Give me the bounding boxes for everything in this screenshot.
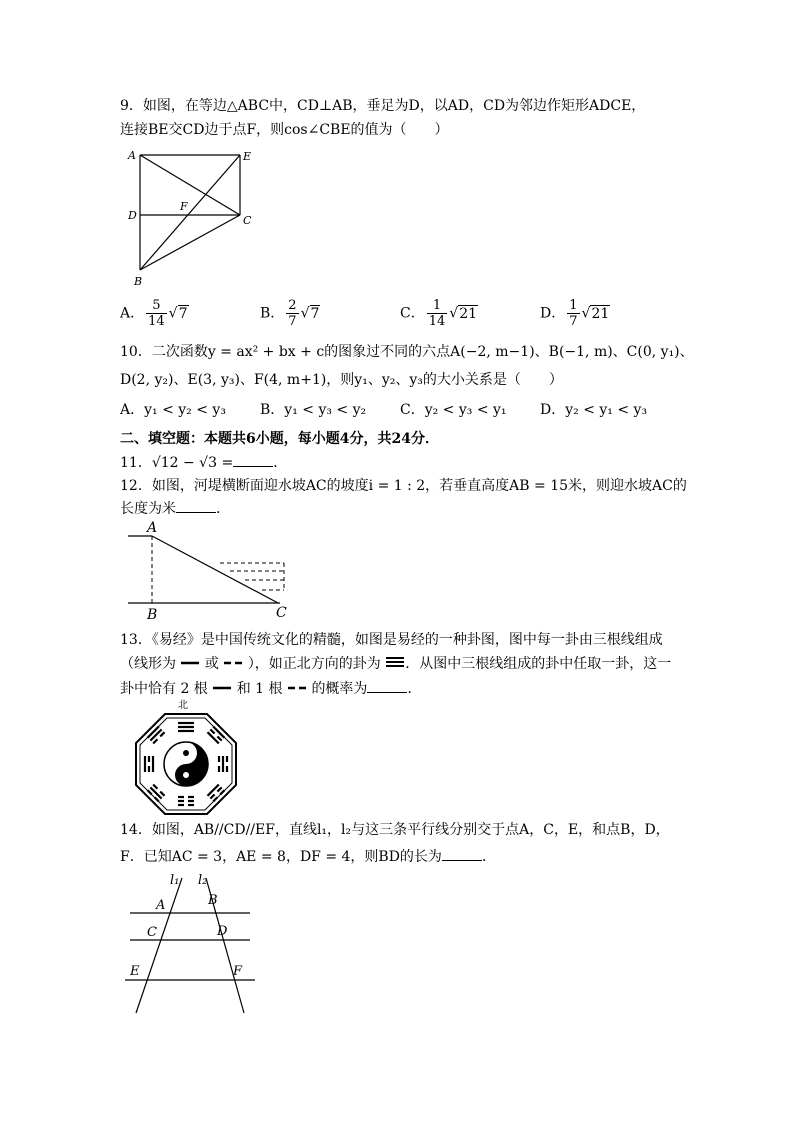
q14-label-f: F xyxy=(233,964,243,979)
q14-label-e: E xyxy=(130,964,140,979)
q14-label-a: A xyxy=(156,898,166,913)
q9-option-d[interactable]: D． $\frac{1}{7}$ √21 xyxy=(540,298,610,329)
q12-line1: 12．如图，河堤横断面迎水坡AC的坡度i = 1 : 2，若垂直高度AB = 15米，则迎水坡AC的 xyxy=(120,478,687,494)
q13-line2: （线形为 或 ），如正北方向的卦为 ．从图中三根线组成的卦中任取一卦，这一 xyxy=(120,656,672,672)
q9-label-a: A xyxy=(128,149,136,162)
broken-line-icon-2 xyxy=(287,683,307,693)
q9-label-d: D xyxy=(128,209,137,222)
yin-yang-icon xyxy=(164,742,208,786)
q10-line2: D(2, y₂)、E(3, y₃)、F(4, m+1)，则y₁、y₂、y₃的大小关系是（ ） xyxy=(120,372,563,388)
q12-figure xyxy=(120,518,300,623)
q9-label-e: E xyxy=(243,150,252,163)
q9-option-c[interactable]: C． $\frac{1}{14}$ √21 xyxy=(400,298,478,329)
section-2-heading: 二、填空题：本题共6小题，每小题4分，共24分． xyxy=(120,431,439,447)
q12-line2: 长度为米 ． xyxy=(120,498,230,519)
north-label: 北 xyxy=(178,700,188,711)
q9-label-f: F xyxy=(180,200,188,213)
q14-line1: 14．如图，AB//CD//EF，直线l₁，l₂与这三条平行线分别交于点A，C，E，和点B，D， xyxy=(120,822,670,838)
q9-line2: 连接BE交CD边于点F，则cos∠CBE的值为（ ） xyxy=(120,122,449,138)
q14-label-d: D xyxy=(217,924,228,939)
q12-answer-blank[interactable] xyxy=(176,498,216,513)
solid-line-icon xyxy=(180,658,200,668)
q14-label-l1: l₁ xyxy=(170,873,180,888)
q13-line3: 卦中恰有 2 根 和 1 根 的概率为 ． xyxy=(120,678,421,699)
q10-option-d[interactable]: D．y₂ < y₁ < y₃ xyxy=(540,402,648,418)
q9-figure xyxy=(120,145,260,290)
q11: 11．√12 − √3 = ． xyxy=(120,452,287,473)
q10-option-a[interactable]: A．y₁ < y₂ < y₃ xyxy=(120,402,226,418)
q11-answer-blank[interactable] xyxy=(233,452,273,467)
q14-line2: F．已知AC = 3，AE = 8，DF = 4，则BD的长为 ． xyxy=(120,846,496,867)
bagua-figure xyxy=(128,697,244,815)
q12-label-a: A xyxy=(147,520,158,536)
q14-label-b: B xyxy=(208,893,218,908)
q13-line1: 13．《易经》是中国传统文化的精髓，如图是易经的一种卦图，图中每一卦由三根线组成 xyxy=(120,632,663,648)
q14-label-l2: l₂ xyxy=(198,873,208,888)
q10-line1: 10．二次函数y = ax² + bx + c的图象过不同的六点A(−2, m−1)、B(−1, m)、C(0, y₁)、 xyxy=(120,344,694,360)
q10-option-b[interactable]: B．y₁ < y₃ < y₂ xyxy=(260,402,367,418)
q9-label-c: C xyxy=(243,214,252,227)
q12-label-b: B xyxy=(147,607,158,623)
north-trigram-icon xyxy=(385,656,405,668)
q9-option-b[interactable]: B． $\frac{2}{7}$ √7 xyxy=(260,298,320,329)
q14-answer-blank[interactable] xyxy=(442,846,482,861)
q9-option-a[interactable]: A． $\frac{5}{14}$ √7 xyxy=(120,298,188,329)
q12-label-c: C xyxy=(276,605,287,621)
q13-answer-blank[interactable] xyxy=(367,678,407,693)
solid-line-icon-2 xyxy=(212,683,232,693)
q9-label-b: B xyxy=(134,275,143,288)
q14-label-c: C xyxy=(147,925,157,940)
q9-line1: 9．如图，在等边△ABC中，CD⊥AB，垂足为D，以AD，CD为邻边作矩形ADCE， xyxy=(120,98,646,114)
broken-line-icon xyxy=(223,658,243,668)
q10-option-c[interactable]: C．y₂ < y₃ < y₁ xyxy=(400,402,507,418)
q14-figure xyxy=(120,868,260,1018)
